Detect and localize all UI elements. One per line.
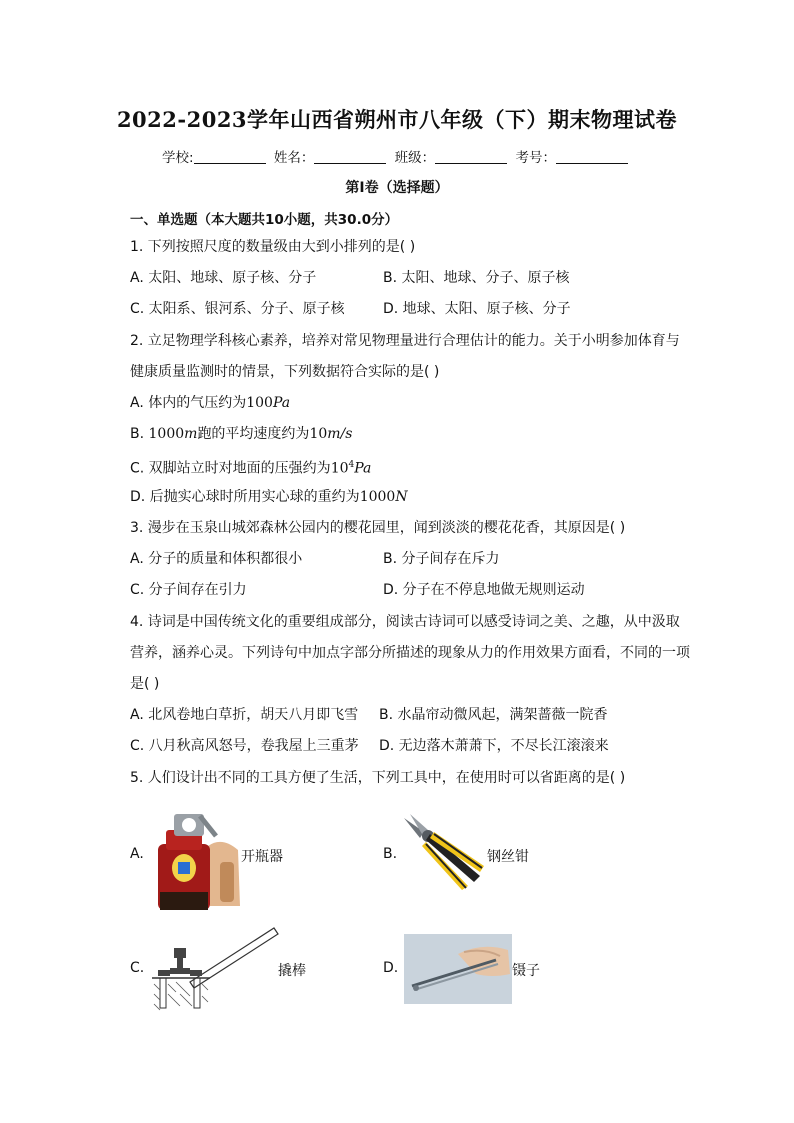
name-blank[interactable] [314,149,386,164]
question-1-option-c: C. 太阳系、银河系、分子、原子核 [130,301,345,317]
question-1-option-d: D. 地球、太阳、原子核、分子 [383,301,571,317]
crowbar-icon [150,924,280,1014]
volume-heading: 第I卷（选择题） [345,180,449,196]
question-5-option-a-label: 开瓶器 [241,849,283,865]
question-2-option-d: D. 后抛实心球时所用实心球的重约为1000N [130,489,408,505]
question-3-option-b: B. 分子间存在斥力 [383,551,500,567]
question-4-stem-line-3: 是( ) [130,676,160,692]
question-5-stem: 5. 人们设计出不同的工具方便了生活，下列工具中，在使用时可以省距离的是( ) [130,770,626,786]
class-blank[interactable] [435,149,507,164]
question-5-option-c-letter: C. [130,960,145,976]
question-1-stem: 1. 下列按照尺度的数量级由大到小排列的是( ) [130,239,416,255]
question-2-option-b: B. 1000m跑的平均速度约为10m/s [130,426,353,442]
question-2-option-a: A. 体内的气压约为100Pa [130,395,291,411]
question-5-option-c-label: 撬棒 [278,963,306,979]
question-4-stem-line-1: 4. 诗词是中国传统文化的重要组成部分，阅读古诗词可以感受诗词之美、之趣，从中汲取 [130,614,680,630]
question-4-stem-line-2: 营养，涵养心灵。下列诗句中加点字部分所描述的现象从力的作用效果方面看，不同的一项 [130,645,690,661]
question-3-stem: 3. 漫步在玉泉山城郊森林公园内的樱花园里，闻到淡淡的樱花花香，其原因是( ) [130,520,626,536]
school-label: 学校: [162,150,194,166]
question-1-option-a: A. 太阳、地球、原子核、分子 [130,270,317,286]
class-label: 班级： [394,150,436,166]
section-heading: 一、单选题（本大题共10小题，共30.0分） [130,212,399,228]
name-label: 姓名： [273,150,315,166]
student-info-row [0,146,794,166]
exam-number-label: 考号： [515,150,556,166]
question-5-option-a-letter: A. [130,846,144,862]
question-2-option-c: C. 双脚站立时对地面的压强约为$10^4Pa$ [130,460,372,477]
question-4-option-b: B. 水晶帘动微风起，满架蔷薇一院香 [379,707,608,723]
question-5-option-d-label: 镊子 [512,963,540,979]
exam-number-blank[interactable] [556,149,628,164]
question-1-option-b: B. 太阳、地球、分子、原子核 [383,270,570,286]
pliers-icon [398,812,490,892]
question-3-option-d: D. 分子在不停息地做无规则运动 [383,582,585,598]
question-3-option-a: A. 分子的质量和体积都很小 [130,551,303,567]
tweezers-icon [404,934,512,1004]
question-4-option-a: A. 北风卷地白草折，胡天八月即飞雪 [130,707,359,723]
question-5-option-d-letter: D. [383,960,399,976]
question-3-option-c: C. 分子间存在引力 [130,582,247,598]
question-4-option-c: C. 八月秋高风怒号，卷我屋上三重茅 [130,738,359,754]
exam-title: 2022-2023学年山西省朔州市八年级（下）期末物理试卷 [116,107,678,132]
question-5-option-b-label: 钢丝钳 [487,849,529,865]
question-2-stem-line-2: 健康质量监测时的情景，下列数据符合实际的是( ) [130,364,440,380]
question-4-option-d: D. 无边落木萧萧下，不尽长江滚滚来 [379,738,609,754]
question-5-option-b-letter: B. [383,846,398,862]
question-2-stem-line-1: 2. 立足物理学科核心素养，培养对常见物理量进行合理估计的能力。关于小明参加体育与 [130,333,680,349]
school-blank[interactable] [194,149,266,164]
bottle-opener-icon [150,806,242,910]
